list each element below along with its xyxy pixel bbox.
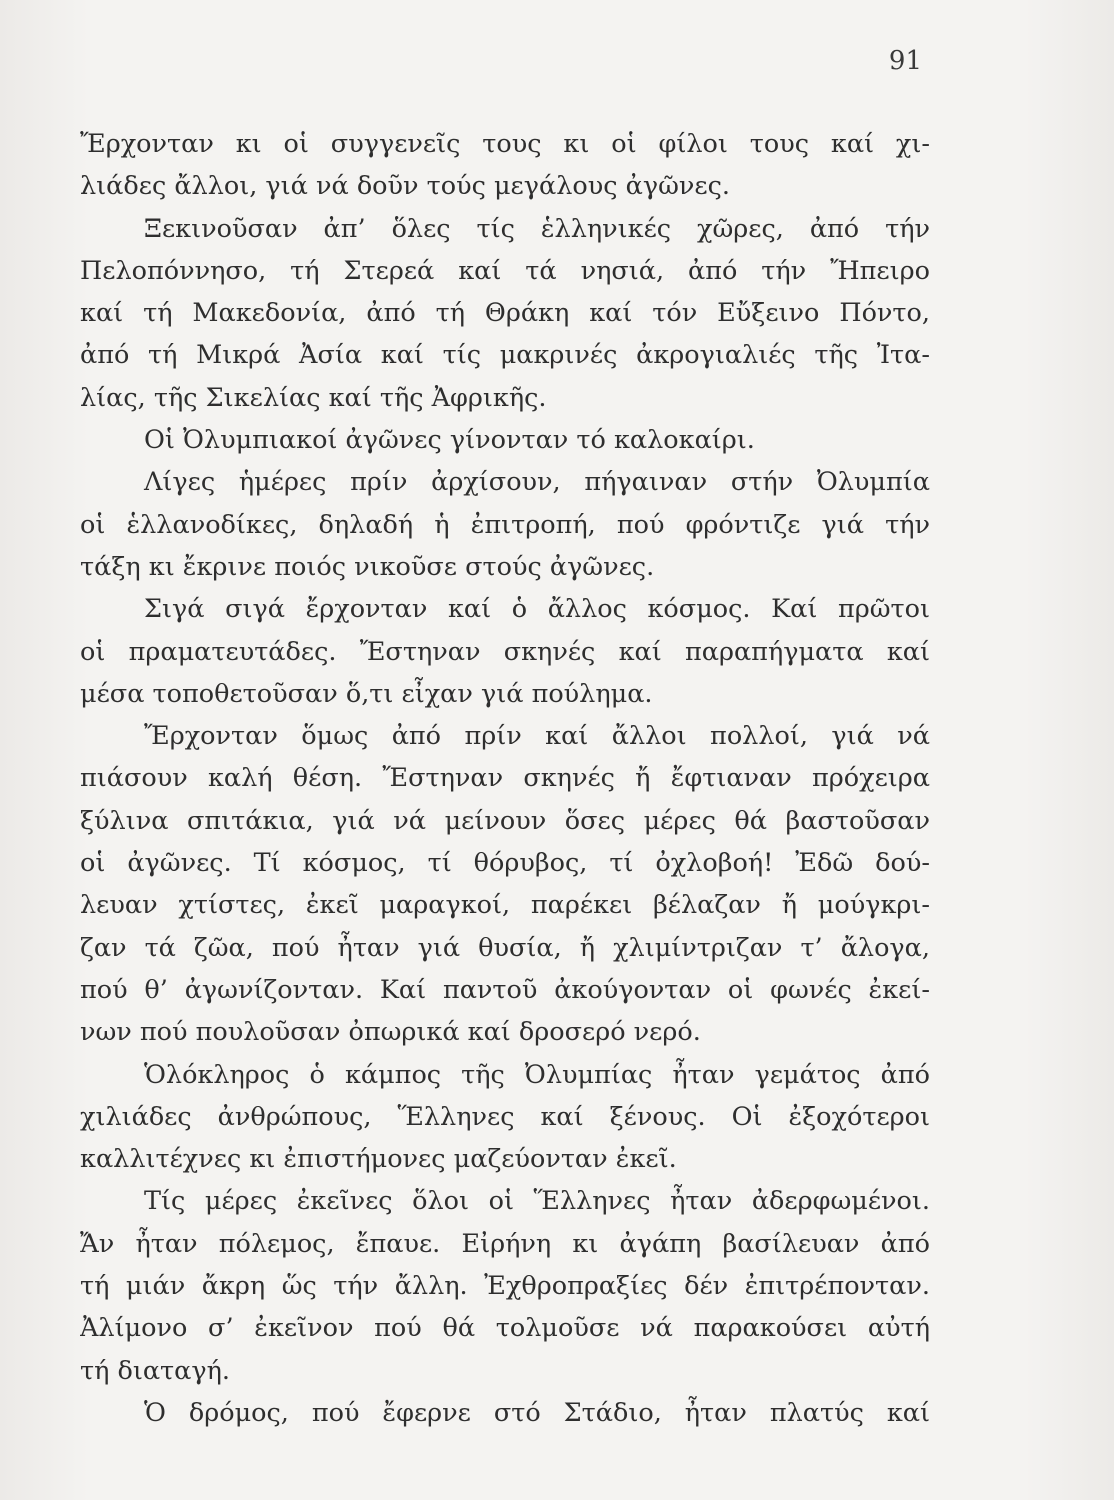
text-line: Ἔρχονταν κι οἱ συγγενεῖς τους κι οἱ φίλοι τους καί χι- [80,129,930,159]
text-line: χιλιάδες ἀνθρώπους, Ἕλληνες καί ξένους. Οἱ ἐξοχότεροι [80,1101,930,1132]
text-line: τή μιάν ἄκρη ὥς τήν ἄλλη. Ἐχθροπραξίες δέν ἐπιτρέπονταν. [80,1271,930,1302]
text-line: Ἀλίμονο σ’ ἐκεῖνον πού θά τολμοῦσε νά παρακούσει αὐτή [80,1313,930,1344]
text-line: Ὁλόκληρος ὁ κάμπος τῆς Ὀλυμπίας ἦταν γεμάτος ἀπό [144,1059,930,1090]
text-line: πιάσουν καλή θέση. Ἔστηναν σκηνές ἤ ἔφτιαναν πρόχειρα [80,763,930,794]
page-number: 91 [888,46,922,76]
text-line: τάξη κι ἔκρινε ποιός νικοῦσε στούς ἀγῶνες. [80,551,655,582]
text-line: λίας, τῆς Σικελίας καί τῆς Ἀφρικῆς. [80,382,547,413]
text-line: καλλιτέχνες κι ἐπιστήμονες μαζεύονταν ἐκεῖ. [80,1144,677,1175]
body-text [80,123,930,1434]
text-line: Πελοπόννησο, τή Στερεά καί τά νησιά, ἀπό τήν Ἤπειρο [80,255,930,286]
text-line: ἀπό τή Μικρά Ἀσία καί τίς μακρινές ἀκρογιαλιές τῆς Ἰτα- [80,340,930,371]
text-line: Ἔρχονταν ὅμως ἀπό πρίν καί ἄλλοι πολλοί, γιά νά [144,721,930,752]
text-line: Ἄν ἦταν πόλεμος, ἔπαυε. Εἰρήνη κι ἀγάπη βασίλευαν ἀπό [80,1228,930,1259]
text-line: ζαν τά ζῶα, πού ἦταν γιά θυσία, ἤ χλιμίντριζαν τ’ ἄλογα, [80,932,930,963]
text-line: λιάδες ἄλλοι, γιά νά δοῦν τούς μεγάλους ἀγῶνες. [80,171,730,202]
text-line: Σιγά σιγά ἔρχονταν καί ὁ ἄλλος κόσμος. Καί πρῶτοι [144,594,930,625]
text-line: οἱ ἀγῶνες. Τί κόσμος, τί θόρυβος, τί ὀχλοβοή! Ἐδῶ δού- [80,848,930,879]
text-line: καί τή Μακεδονία, ἀπό τή Θράκη καί τόν Εὔξεινο Πόντο, [80,298,930,329]
text-line: Ὁ δρόμος, πού ἔφερνε στό Στάδιο, ἦταν πλατύς καί [144,1397,930,1428]
text-line: τή διαταγή. [80,1355,231,1386]
text-line: Τίς μέρες ἐκεῖνες ὅλοι οἱ Ἕλληνες ἦταν ἀδερφωμένοι. [144,1186,930,1217]
text-line: Λίγες ἡμέρες πρίν ἀρχίσουν, πήγαιναν στήν Ὀλυμπία [144,467,930,498]
text-line: πού θ’ ἀγωνίζονταν. Καί παντοῦ ἀκούγονταν οἱ φωνές ἐκεί- [80,974,930,1005]
text-line: οἱ πραματευτάδες. Ἔστηναν σκηνές καί παραπήγματα καί [80,636,930,667]
text-line: Οἱ Ὀλυμπιακοί ἀγῶνες γίνονταν τό καλοκαίρι. [144,425,755,456]
text-line: Ξεκινοῦσαν ἀπ’ ὅλες τίς ἑλληνικές χῶρες, ἀπό τήν [144,213,930,244]
text-line: ξύλινα σπιτάκια, γιά νά μείνουν ὅσες μέρες θά βαστοῦσαν [80,805,930,836]
text-line: λευαν χτίστες, ἐκεῖ μαραγκοί, παρέκει βέλαζαν ἤ μούγκρι- [80,890,930,921]
text-line: μέσα τοποθετοῦσαν ὅ,τι εἶχαν γιά πούλημα. [80,678,653,709]
text-line: οἱ ἑλλανοδίκες, δηλαδή ἡ ἐπιτροπή, πού φρόντιζε γιά τήν [80,509,930,540]
text-line: νων πού πουλοῦσαν ὀπωρικά καί δροσερό νερό. [80,1017,701,1048]
